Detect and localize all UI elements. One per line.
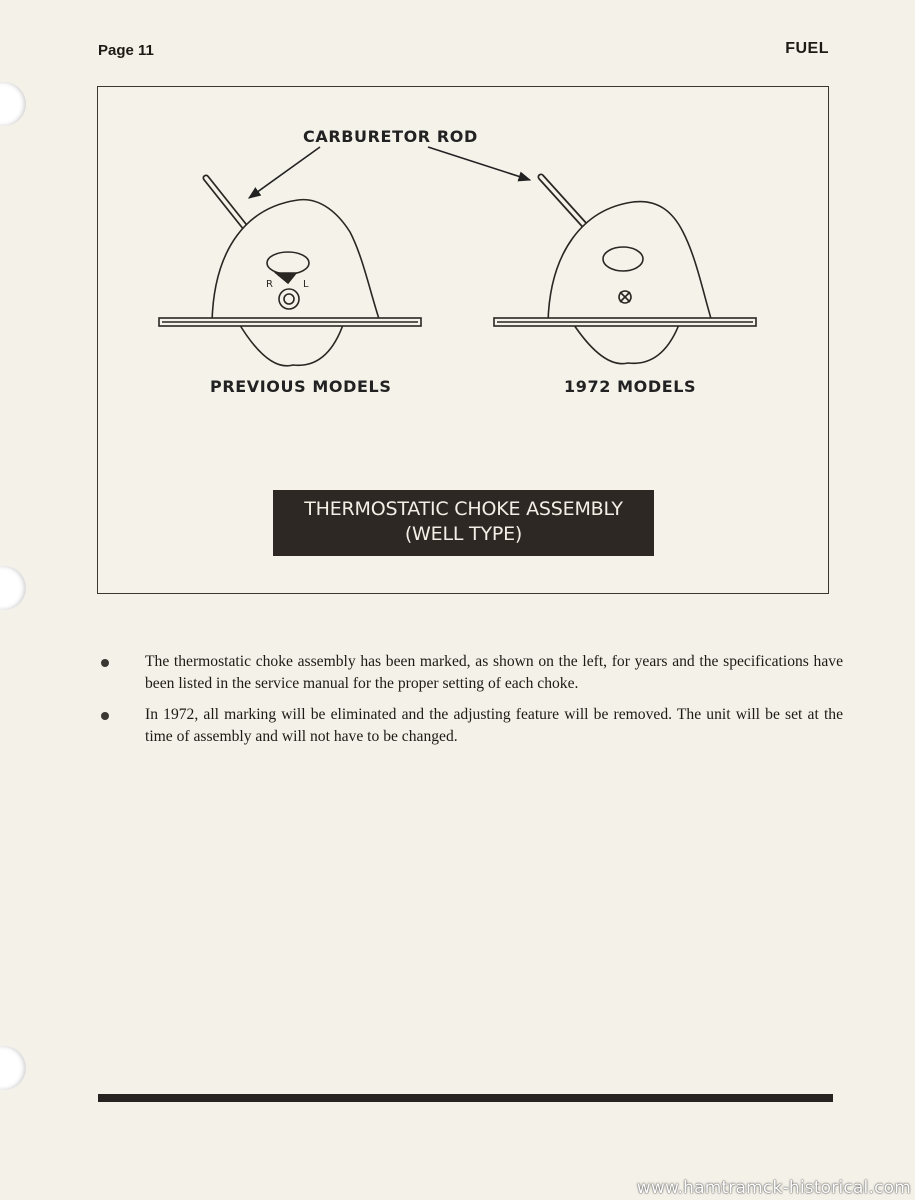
bullet-item [98,704,843,748]
model-1972-choke [494,177,756,364]
figure-caption [273,490,654,556]
binder-hole-top [0,82,26,126]
marking-r: R [266,279,273,290]
previous-models-label: PREVIOUS MODELS [210,377,392,396]
bullet-dot-icon [101,712,109,720]
bullet-list [98,651,843,757]
footer-rule [98,1094,833,1102]
arrow-right [428,147,530,180]
binder-hole-bottom [0,1046,26,1090]
binder-hole-middle [0,566,26,610]
arrow-left [249,147,320,198]
bullet-dot-icon [101,659,109,667]
bullet-text: In 1972, all marking will be eliminated and the adjusting feature will be removed. The unit will be set at the time of assembly and will not have to be changed. [145,706,843,745]
website-watermark: www.hamtramck-historical.com [636,1178,911,1198]
section-title: FUEL [785,40,829,57]
caption-line-2: (WELL TYPE) [404,523,523,545]
page-number: Page 11 [98,42,154,59]
marking-l: L [303,279,309,290]
caption-line-1: THERMOSTATIC CHOKE ASSEMBLY [304,498,623,520]
previous-model-choke [159,178,421,366]
bullet-item [98,651,843,695]
bullet-text: The thermostatic choke assembly has been marked, as shown on the left, for years and the specifications have been listed in the service manual for the proper setting of each choke. [145,653,843,692]
models-1972-label: 1972 MODELS [564,377,697,396]
carburetor-rod-label: CARBURETOR ROD [303,127,478,146]
choke-figure [97,86,829,594]
